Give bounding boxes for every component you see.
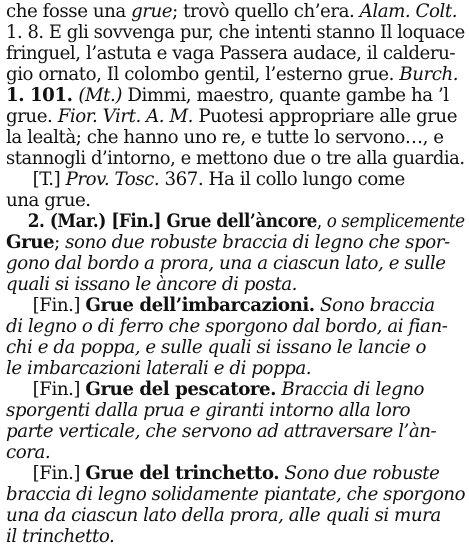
text-run: gono dal bordo a prora, una a ciascun lato, e sulle bbox=[6, 253, 446, 274]
text-run: una grue. bbox=[6, 190, 91, 211]
text-run: ; trovò quello ch’era. bbox=[172, 1, 360, 22]
text-run: Sono due robuste bbox=[279, 463, 440, 484]
text-run: ; bbox=[54, 232, 66, 253]
text-run: grue bbox=[131, 1, 173, 22]
text-run: Fior. Virt. A. M. bbox=[57, 106, 193, 127]
text-run: parte verticale, che servono ad attraversare l’àn- bbox=[6, 421, 437, 442]
text-run: Alam. Colt. bbox=[359, 1, 458, 22]
text-run: 367. Ha il collo lungo come bbox=[159, 169, 405, 190]
text-run: Prov. Tosc. bbox=[65, 169, 160, 190]
text-run: una da ciascun lato della prora, alle quali si mura bbox=[6, 505, 441, 526]
text-run: stannogli d’intorno, e mettono due o tre alla guardia. bbox=[6, 148, 465, 169]
text-run: quali si issano le àncore di posta. bbox=[6, 274, 297, 295]
text-run: Dimmi, maestro, quante gambe ha ’l bbox=[122, 85, 449, 106]
text-run: Braccia di legno bbox=[276, 379, 425, 400]
text-line-21 bbox=[6, 420, 436, 444]
text-run: o semplicemente bbox=[326, 211, 465, 232]
text-run: , bbox=[316, 211, 327, 232]
text-run: [Fin.] bbox=[6, 379, 86, 400]
text-line-26 bbox=[6, 525, 114, 549]
text-run: 1. 101. bbox=[6, 85, 79, 106]
text-run: Puotesi appropriare alle grue bbox=[192, 106, 458, 127]
section-number: 2. (Mar.) [Fin.] bbox=[6, 211, 167, 232]
text-run: [Fin.] bbox=[6, 295, 86, 316]
text-run: chi e da poppa, e sulle quali si issano le lancie o bbox=[6, 337, 426, 358]
headword: Grue dell’àncore bbox=[166, 211, 317, 232]
text-run: [Fin.] bbox=[6, 463, 86, 484]
text-run: sporgenti dalla prua e giranti intorno alla loro bbox=[6, 400, 411, 421]
text-run: grue. bbox=[6, 106, 58, 127]
headword: Grue del trinchetto. bbox=[85, 463, 280, 484]
text-run: (Mt.) bbox=[78, 85, 123, 106]
text-run: 1. 8. E gli sovvenga pur, che intenti stanno Il loquace bbox=[6, 22, 465, 43]
headword: Grue dell’imbarcazioni. bbox=[85, 295, 315, 316]
text-run: di legno o di ferro che sporgono dal bordo, ai fian- bbox=[6, 316, 448, 337]
headword: Grue del pescatore. bbox=[85, 379, 277, 400]
text-run: che fosse una bbox=[6, 1, 132, 22]
headword: Grue bbox=[6, 232, 55, 253]
text-run: le imbarcazioni laterali e di poppa. bbox=[6, 358, 312, 379]
text-run: gio ornato, Il colombo gentil, l’esterno grue. bbox=[6, 64, 400, 85]
text-run: Burch. bbox=[399, 64, 459, 85]
text-run: Sono braccia bbox=[314, 295, 435, 316]
text-run: fringuel, l’astuta e vaga Passera audace, il calderu- bbox=[6, 43, 456, 64]
text-run: braccia di legno solidamente piantate, che sporgono bbox=[6, 484, 466, 505]
text-run: cora. bbox=[6, 442, 51, 463]
text-run: sono due robuste braccia di legno che spor- bbox=[65, 232, 450, 253]
text-run: [T.] bbox=[6, 169, 66, 190]
text-run: il trinchetto. bbox=[6, 526, 115, 547]
text-run: la lealtà; che hanno uno re, e tutte lo servono…, e bbox=[6, 127, 444, 148]
